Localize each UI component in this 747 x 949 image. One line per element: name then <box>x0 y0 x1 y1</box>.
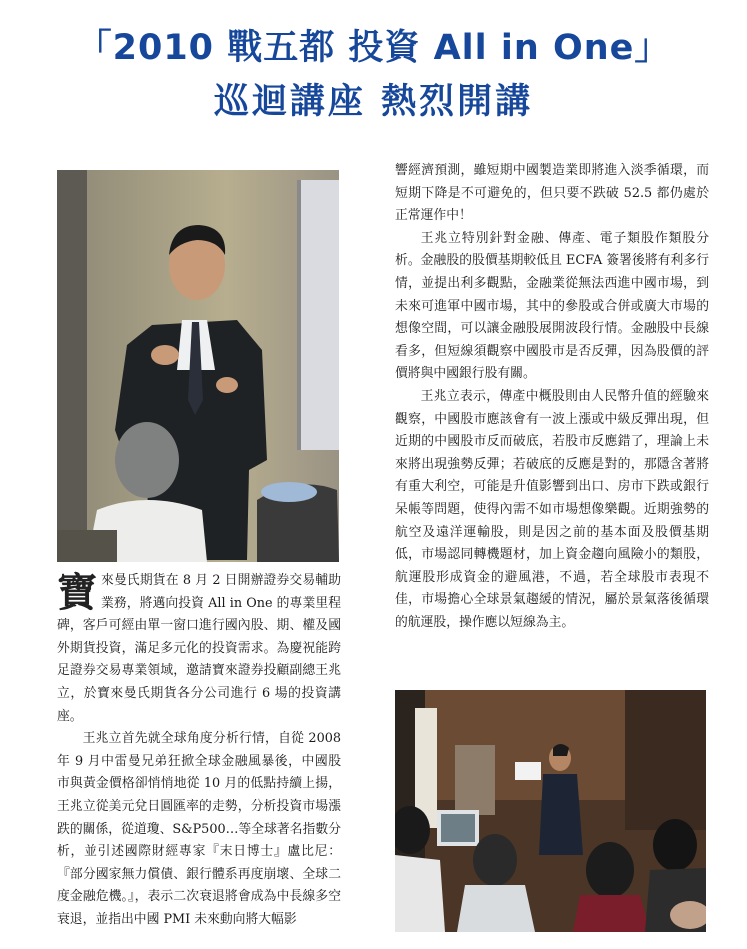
paragraph-global-analysis: 王兆立首先就全球角度分析行情，自從 2008 年 9 月中雷曼兄弟狂掀全球金融風暴後，中國股市與黃金價格卻悄悄地從 10 月的低點持續上揚，王兆立從美元兌日圓匯率的走勢，分析投資市場漲跌的關係，從道瓊、S&P500…等全球著名指數分析，並引述國際財經專家『末日博士』盧比尼：『部分國家無力償債、銀行體系再度崩壞、全球二度金融危機。』，表示二次衰退將會成為中長線多空衰退，並指出中國 PMI 未來動向將大幅影 <box>57 731 341 927</box>
headline-line-2: 巡迴講座 熱烈開講 <box>213 82 534 122</box>
drop-cap: 寶 <box>57 569 97 616</box>
paragraph-sector-analysis: 王兆立特別針對金融、傳產、電子類股作類股分析。金融股的股價基期較低且 ECFA 簽署後將有利多行情，並提出利多觀點，金融業從無法西進中國市場，到未來可進軍中國市場，其中的參股或合併或廣大市場的想像空間，可以讓金融股展開波段行情。金融股中長線看多，但短線須觀察中國股市是否反彈，因為股價的評價將與中國銀行股有關。 <box>395 230 709 382</box>
paragraph-traditional-industry: 王兆立表示，傳產中概股則由人民幣升值的經驗來觀察，中國股市應該會有一波上漲或中級反彈出現，但近期的中國股市反而破底，若股市反應錯了，理論上未來將出現強勢反彈；若破底的反應是對的，那隱含著將有重大利空，可能是升值影響到出口、房市下跌或銀行呆帳等問題，使得內需不如市場想像樂觀。近期強勢的航空及遠洋運輸股，則是因之前的基本面及股價基期低，市場認同轉機題材，加上資金趨向風險小的類股，航運股形成資金的避風港，不過，若全球股市表現不佳，市場擔心全球景氣趨緩的情況，屬於景氣落後循環的航運股，操作應以短線為主。 <box>395 388 709 630</box>
paragraph-global-analysis-continued: 響經濟預測，雖短期中國製造業即將進入淡季循環，而短期下降是不可避免的，但只要不跌破 52.5 都仍處於正常運作中！ <box>395 163 709 224</box>
classroom-photo <box>395 690 706 932</box>
intro-paragraph <box>57 570 341 728</box>
article-column-right <box>395 160 709 634</box>
article-column-left <box>57 570 341 932</box>
intro-text: 來曼氏期貨在 8 月 2 日開辦證券交易輔助業務，將邁向投資 All in One 的專業里程碑，客戶可經由單一窗口進行國內股、期、權及國外期貨投資，滿足多元化的投資需求。為慶祝能跨足證券交易專業領域，邀請寶來證券投顧副總王兆立，於寶來曼氏期貨各分公司進行 6 場的投資講座。 <box>57 573 341 724</box>
speaker-photo <box>57 170 339 562</box>
headline-line-1: 「2010 戰五都 投資 All in One」 <box>76 28 671 68</box>
